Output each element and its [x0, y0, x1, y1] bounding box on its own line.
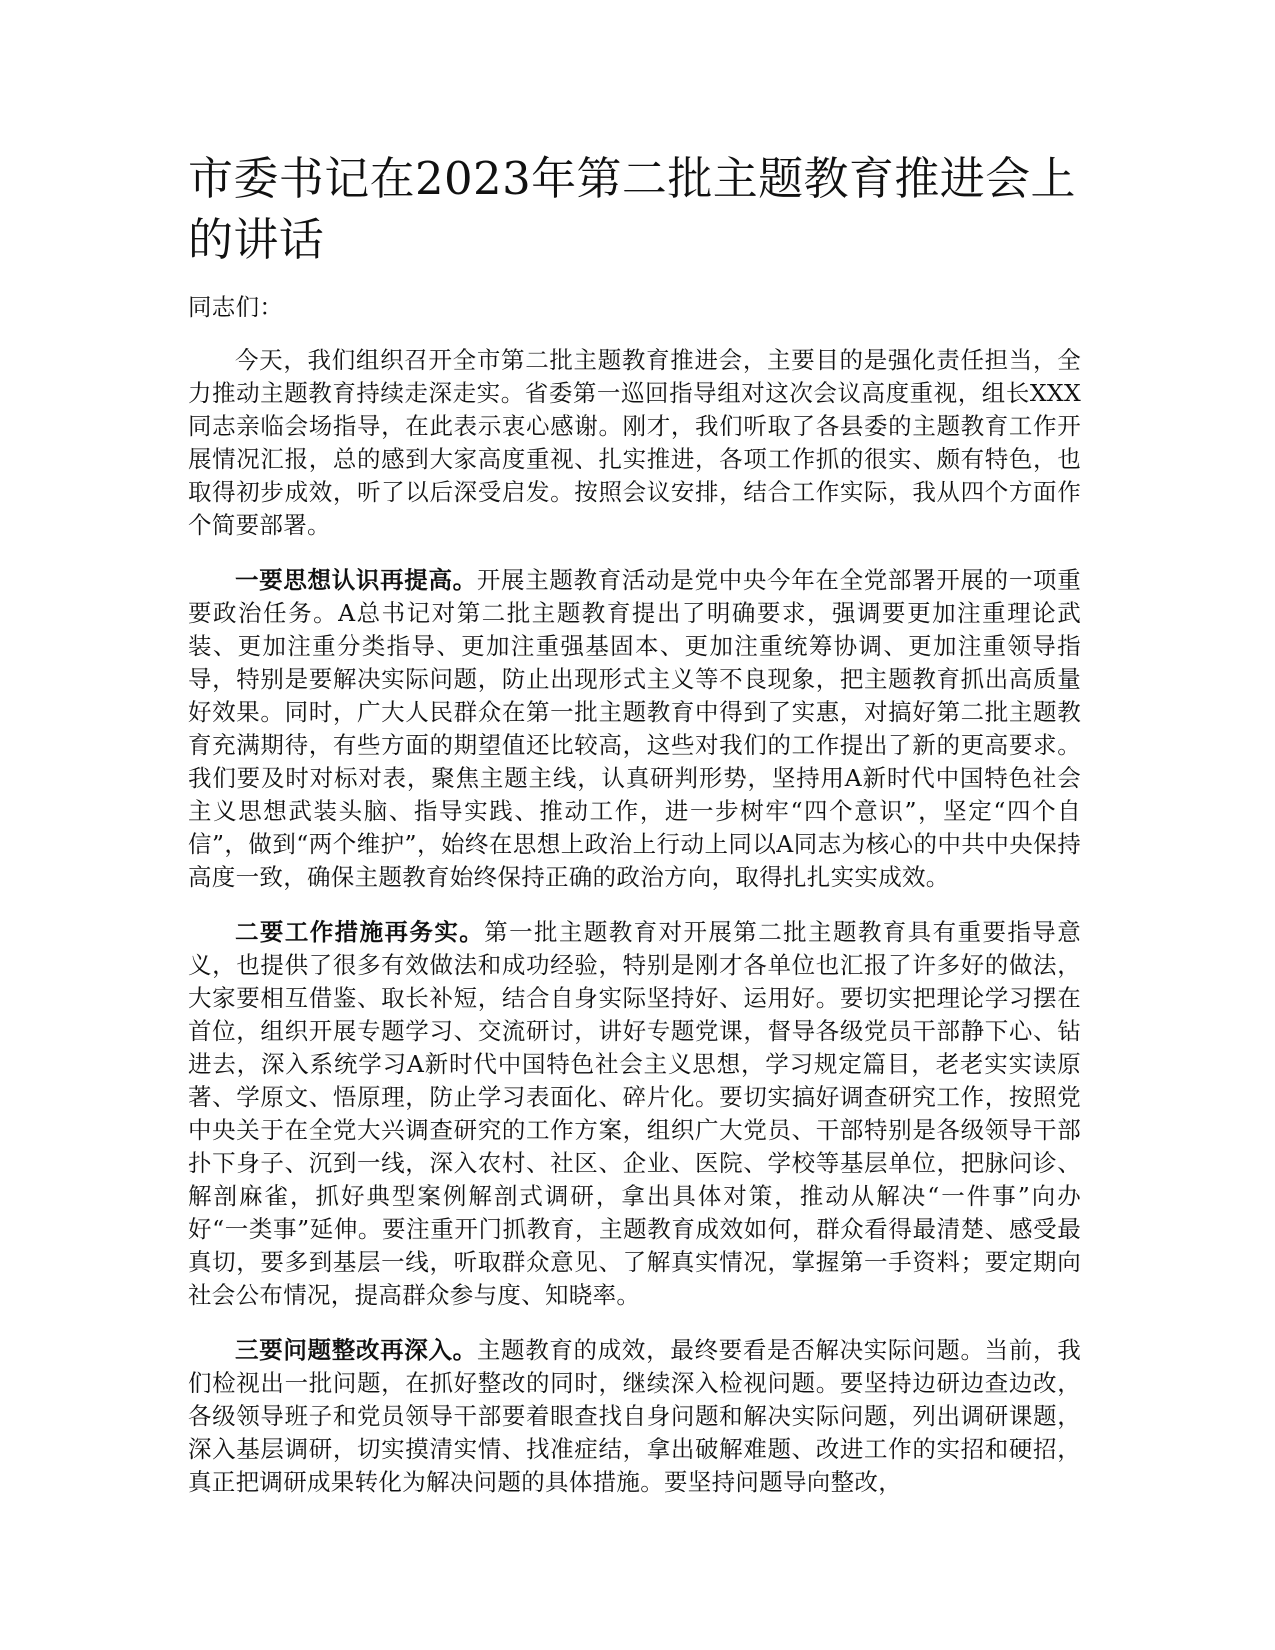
- document-body: [188, 148, 1081, 1499]
- paragraph-point-3: [188, 1334, 1081, 1499]
- paragraph-text: 开展主题教育活动是党中央今年在全党部署开展的一项重要政治任务。A总书记对第二批主题教育提出了明确要求，强调要更加注重理论武装、更加注重分类指导、更加注重强基固本、更加注重统筹协调、更加注重领导指导，特别是要解决实际问题，防止出现形式主义等不良现象，把主题教育抓出高质量好效果。同时，广大人民群众在第一批主题教育中得到了实惠，对搞好第二批主题教育充满期待，有些方面的期望值还比较高，这些对我们的工作提出了新的更高要求。我们要及时对标对表，聚焦主题主线，认真研判形势，坚持用A新时代中国特色社会主义思想武装头脑、指导实践、推动工作，进一步树牢“四个意识”，坚定“四个自信”，做到“两个维护”，始终在思想上政治上行动上同以A同志为核心的中共中央保持高度一致，确保主题教育始终保持正确的政治方向，取得扎扎实实成效。: [188, 566, 1082, 891]
- paragraph-intro: [188, 344, 1081, 542]
- paragraph-heading: 二要工作措施再务实。: [235, 918, 485, 946]
- paragraph-text: 主题教育的成效，最终要看是否解决实际问题。当前，我们检视出一批问题，在抓好整改的同时，继续深入检视问题。要坚持边研边查边改，各级领导班子和党员领导干部要着眼查找自身问题和解决实际问题，列出调研课题，深入基层调研，切实摸清实情、找准症结，拿出破解难题、改进工作的实招和硬招，真正把调研成果转化为解决问题的具体措施。要坚持问题导向整改，: [188, 1336, 1082, 1496]
- paragraph-text: 第一批主题教育对开展第二批主题教育具有重要指导意义，也提供了很多有效做法和成功经验，特别是刚才各单位也汇报了许多好的做法，大家要相互借鉴、取长补短，结合自身实际坚持好、运用好。要切实把理论学习摆在首位，组织开展专题学习、交流研讨，讲好专题党课，督导各级党员干部静下心、钻进去，深入系统学习A新时代中国特色社会主义思想，学习规定篇目，老老实实读原著、学原文、悟原理，防止学习表面化、碎片化。要切实搞好调查研究工作，按照党中央关于在全党大兴调查研究的工作方案，组织广大党员、干部特别是各级领导干部扑下身子、沉到一线，深入农村、社区、企业、医院、学校等基层单位，把脉问诊、解剖麻雀，抓好典型案例解剖式调研，拿出具体对策，推动从解决“一件事”向办好“一类事”延伸。要注重开门抓教育，主题教育成效如何，群众看得最清楚、感受最真切，要多到基层一线，听取群众意见、了解真实情况，掌握第一手资料；要定期向社会公布情况，提高群众参与度、知晓率。: [188, 918, 1082, 1309]
- paragraph-point-2: [188, 916, 1081, 1312]
- salutation: 同志们：: [188, 293, 284, 321]
- paragraph-text: 今天，我们组织召开全市第二批主题教育推进会，主要目的是强化责任担当，全力推动主题教育持续走深走实。省委第一巡回指导组对这次会议高度重视，组长XXX同志亲临会场指导，在此表示衷心感谢。刚才，我们听取了各县委的主题教育工作开展情况汇报，总的感到大家高度重视、扎实推进，各项工作抓的很实、颇有特色，也取得初步成效，听了以后深受启发。按照会议安排，结合工作实际，我从四个方面作个简要部署。: [188, 346, 1081, 539]
- document-title: 市委书记在2023年第二批主题教育推进会上的讲话: [188, 152, 1076, 266]
- paragraph-heading: 一要思想认识再提高。: [235, 566, 477, 594]
- paragraph-heading: 三要问题整改再深入。: [235, 1336, 477, 1364]
- paragraph-point-1: [188, 564, 1081, 894]
